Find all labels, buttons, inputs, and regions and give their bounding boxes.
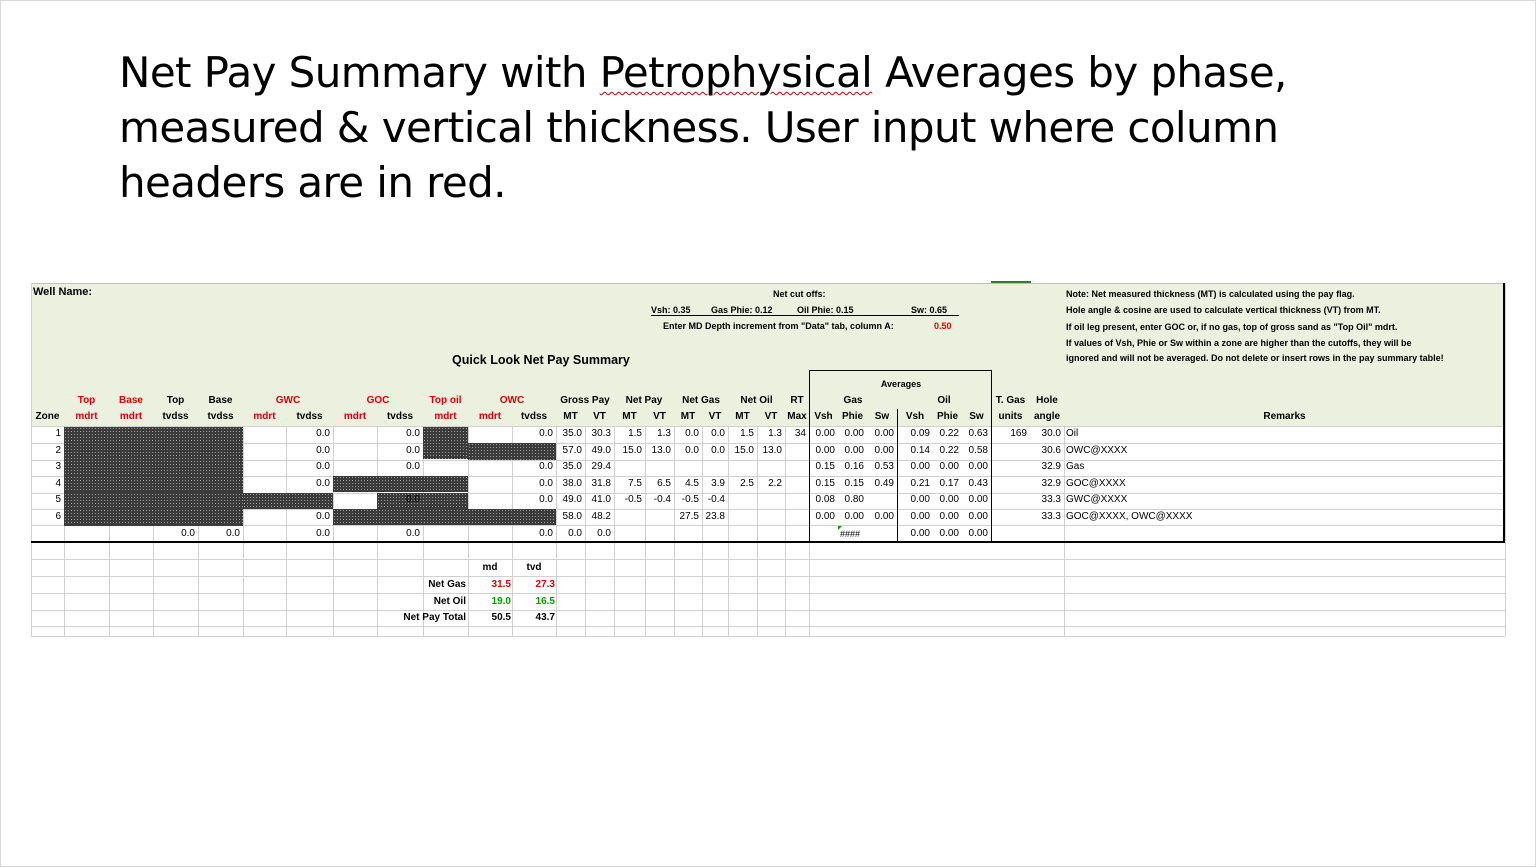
group-header: OWC <box>499 395 525 406</box>
cell-np_mt: 1.5 <box>628 428 642 439</box>
cell-ng_mt: 27.5 <box>679 511 699 522</box>
cell-o_vsh: 0.09 <box>910 428 930 439</box>
total-cell: 0.0 <box>597 528 611 539</box>
cell-g_vsh: 0.15 <box>815 477 835 489</box>
comment-indicator <box>838 526 842 530</box>
total-cell: 0.0 <box>406 528 420 539</box>
cell-gwc_tvdss: 0.0 <box>316 428 330 439</box>
total-cell: 0.0 <box>568 528 582 539</box>
cell-owc_tvdss: 0.0 <box>539 428 553 439</box>
cell-g_phie: 0.80 <box>844 494 864 506</box>
cell-gwc_tvdss: 0.0 <box>316 477 330 489</box>
note-line: If values of Vsh, Phie or Sw within a zone are higher than the cutoffs, they will be <box>1066 338 1412 348</box>
redacted-cell <box>243 493 333 509</box>
column-header: VT <box>593 411 606 422</box>
net-summary-md: 50.5 <box>491 612 511 624</box>
cell-goc_tvdss: 0.0 <box>406 494 420 506</box>
net-summary-md: 19.0 <box>491 595 511 607</box>
cell-g_sw: 0.00 <box>874 428 894 439</box>
cell-gp_mt: 35.0 <box>562 428 582 439</box>
cutoffs-title: Net cut offs: <box>773 289 826 299</box>
slide-title <box>119 45 1359 210</box>
group-header: Net Gas <box>682 395 720 406</box>
md-increment-value: 0.50 <box>934 321 952 331</box>
column-header: VT <box>653 411 666 422</box>
cell-remark: GOC@XXXX <box>1066 477 1126 489</box>
cell-gwc_tvdss: 0.0 <box>316 461 330 473</box>
cell-g_vsh: 0.00 <box>815 444 835 456</box>
spreadsheet-image <box>31 283 1505 639</box>
cell-ng_vt: 0.0 <box>711 444 725 456</box>
cell-angle: 32.9 <box>1041 477 1061 489</box>
cell-np_mt: -0.5 <box>624 494 642 506</box>
cell-angle: 33.3 <box>1041 511 1061 522</box>
grid-row-line <box>31 576 1505 577</box>
total-cell-overflow: #### <box>840 529 861 539</box>
cell-o_phie: 0.00 <box>939 494 959 506</box>
net-summary-tvd: 43.7 <box>535 612 555 624</box>
column-header: tvdss <box>162 411 189 422</box>
cell-o_sw: 0.63 <box>968 428 988 439</box>
column-header: Remarks <box>1263 411 1306 422</box>
cell-goc_tvdss: 0.0 <box>406 461 420 473</box>
cell-g_vsh: 0.00 <box>815 511 835 522</box>
cell-gwc_tvdss: 0.0 <box>316 511 330 522</box>
net-summary-label: Net Pay Total <box>403 612 466 624</box>
cell-ng_vt: 0.0 <box>711 428 725 439</box>
cell-rt: 34 <box>794 428 806 439</box>
cell-gp_vt: 29.4 <box>591 461 611 473</box>
group-header: Base <box>119 395 143 406</box>
cell-remark: GWC@XXXX <box>1066 494 1128 506</box>
cell-ng_mt: 0.0 <box>685 428 699 439</box>
note-line: ignored and will not be averaged. Do not delete or insert rows in the pay summary table! <box>1066 353 1444 363</box>
group-header: Gas <box>843 395 863 406</box>
cell-gp_mt: 38.0 <box>562 477 582 489</box>
cell-no_mt: 15.0 <box>734 444 754 456</box>
cell-g_phie: 0.00 <box>844 444 864 456</box>
group-header: Hole <box>1036 395 1058 406</box>
group-header: Top oil <box>429 395 462 406</box>
cell-np_mt: 15.0 <box>622 444 642 456</box>
cutoff-vsh: Vsh: 0.35 <box>651 305 691 315</box>
column-header: mdrt <box>343 411 367 422</box>
cell-np_vt: 1.3 <box>657 428 671 439</box>
cell-gp_vt: 41.0 <box>591 494 611 506</box>
cell-gp_vt: 48.2 <box>591 511 611 522</box>
grid-col-line <box>243 426 244 636</box>
grid-col-line <box>1064 426 1065 636</box>
cell-gp_mt: 49.0 <box>562 494 582 506</box>
group-header: T. Gas <box>995 395 1026 406</box>
note-line: If oil leg present, enter GOC or, if no gas, top of gross sand as "Top Oil" mdrt. <box>1066 322 1398 332</box>
group-header: GOC <box>366 395 390 406</box>
grid-row-line <box>31 509 1505 510</box>
net-summary-tvd: 27.3 <box>535 579 555 590</box>
cell-angle: 32.9 <box>1041 461 1061 473</box>
column-header: angle <box>1033 411 1061 422</box>
cell-ng_vt: 23.8 <box>705 511 725 522</box>
cell-angle: 33.3 <box>1041 494 1061 506</box>
cell-o_phie: 0.00 <box>939 461 959 473</box>
md-increment-label: Enter MD Depth increment from "Data" tab, column A: <box>663 321 894 331</box>
table-border-bottom <box>31 541 1505 543</box>
title-text: Averages by phase, measured & vertical thickness. User input where column headers are in red. <box>119 48 1287 207</box>
redacted-cell <box>333 509 556 525</box>
cell-gp_vt: 49.0 <box>591 444 611 456</box>
note-line: Note: Net measured thickness (MT) is calculated using the pay flag. <box>1066 289 1355 299</box>
cell-np_vt: 13.0 <box>651 444 671 456</box>
group-header: GWC <box>275 395 301 406</box>
total-cell: 0.0 <box>181 528 195 539</box>
grid-row-line <box>31 559 1505 560</box>
cell-no_vt: 13.0 <box>762 444 782 456</box>
cell-o_vsh: 0.00 <box>910 511 930 522</box>
column-header: Phie <box>936 411 959 422</box>
cell-gp_vt: 31.8 <box>591 477 611 489</box>
grid-col-line <box>1505 283 1506 636</box>
cell-o_sw: 0.00 <box>968 461 988 473</box>
column-header: VT <box>708 411 722 422</box>
title-spellcheck-word: Petrophysical <box>599 48 873 97</box>
total-cell: 0.00 <box>910 528 930 539</box>
column-header: tvdss <box>296 411 323 422</box>
cell-o_phie: 0.22 <box>939 444 959 456</box>
cell-o_vsh: 0.00 <box>910 461 930 473</box>
cell-owc_tvdss: 0.0 <box>539 494 553 506</box>
total-cell: 0.0 <box>226 528 240 539</box>
cell-no_mt: 1.5 <box>740 428 754 439</box>
cell-gp_mt: 35.0 <box>562 461 582 473</box>
grid-row-line <box>31 593 1505 594</box>
column-header: tvdss <box>207 411 234 422</box>
cell-goc_tvdss: 0.0 <box>406 428 420 439</box>
redacted-cell <box>64 460 243 476</box>
cell-g_sw: 0.00 <box>874 444 894 456</box>
cell-g_phie: 0.16 <box>844 461 864 473</box>
well-name-label: Well Name: <box>33 286 93 298</box>
redacted-cell <box>423 427 468 459</box>
cutoff-gas-phie: Gas Phie: 0.12 <box>711 305 773 315</box>
redacted-cell <box>333 476 468 492</box>
cutoff-sw: Sw: 0.65 <box>911 305 948 315</box>
cell-gp_mt: 57.0 <box>562 444 582 456</box>
column-header: units <box>998 411 1023 422</box>
cell-o_sw: 0.58 <box>968 444 988 456</box>
net-summary-md: 31.5 <box>491 579 511 590</box>
cell-zone: 3 <box>55 461 61 473</box>
column-header: mdrt <box>75 411 98 422</box>
grid-row-line <box>31 610 1505 611</box>
cell-o_vsh: 0.14 <box>910 444 930 456</box>
grid-row-line <box>31 626 1505 627</box>
cell-o_vsh: 0.00 <box>910 494 930 506</box>
averages-border-top <box>809 370 992 371</box>
cell-ng_vt: -0.4 <box>707 494 725 506</box>
grid-col-line <box>785 426 786 636</box>
column-header: Phie <box>841 411 864 422</box>
group-header: RT <box>790 395 804 406</box>
note-line: Hole angle & cosine are used to calculate vertical thickness (VT) from MT. <box>1066 305 1381 315</box>
cell-no_mt: 2.5 <box>740 477 754 489</box>
group-header: Top <box>77 395 96 406</box>
grid-col-line <box>333 426 334 636</box>
cell-g_phie: 0.00 <box>844 511 864 522</box>
cell-remark: Oil <box>1066 428 1079 439</box>
column-header: mdrt <box>253 411 276 422</box>
cell-ng_mt: 4.5 <box>685 477 699 489</box>
cell-zone: 1 <box>55 428 61 439</box>
cell-zone: 6 <box>55 511 61 522</box>
cell-np_mt: 7.5 <box>628 477 642 489</box>
cell-goc_tvdss: 0.0 <box>406 444 420 456</box>
cell-ng_mt: -0.5 <box>681 494 699 506</box>
cell-o_phie: 0.17 <box>939 477 959 489</box>
net-summary-col-md: md <box>482 562 498 573</box>
redacted-cell <box>64 509 243 525</box>
cell-o_sw: 0.43 <box>968 477 988 489</box>
group-header: Oil <box>937 395 951 406</box>
cell-o_sw: 0.00 <box>968 494 988 506</box>
cell-np_vt: -0.4 <box>653 494 671 506</box>
cell-owc_tvdss: 0.0 <box>539 477 553 489</box>
column-header: Sw <box>874 411 890 422</box>
column-header: Vsh <box>814 411 833 422</box>
cell-g_phie: 0.15 <box>844 477 864 489</box>
cell-owc_tvdss: 0.0 <box>539 461 553 473</box>
cell-np_vt: 6.5 <box>657 477 671 489</box>
cell-angle: 30.6 <box>1041 444 1061 456</box>
cell-o_phie: 0.22 <box>939 428 959 439</box>
cell-remark: OWC@XXXX <box>1066 444 1128 456</box>
column-header: MT <box>622 411 637 422</box>
cell-angle: 30.0 <box>1041 428 1061 439</box>
cutoff-oil-phie: Oil Phie: 0.15 <box>797 305 854 315</box>
redacted-cell <box>64 493 243 509</box>
redacted-cell <box>64 476 243 492</box>
column-header: Sw <box>969 411 984 422</box>
cell-g_vsh: 0.00 <box>815 428 835 439</box>
cell-g_sw: 0.00 <box>874 511 894 522</box>
column-header: Zone <box>35 411 60 422</box>
grid-row-line <box>31 460 1505 461</box>
grid-row-line <box>31 636 1505 637</box>
cell-g_phie: 0.00 <box>844 428 864 439</box>
cell-zone: 4 <box>55 477 61 489</box>
cell-g_vsh: 0.08 <box>815 494 835 506</box>
group-header: Gross Pay <box>560 395 610 406</box>
cell-o_phie: 0.00 <box>939 511 959 522</box>
cell-o_sw: 0.00 <box>968 511 988 522</box>
title-text: Net Pay Summary with <box>119 48 600 97</box>
cell-remark: Gas <box>1066 461 1085 473</box>
column-header: MT <box>735 411 750 422</box>
cell-zone: 5 <box>55 494 61 506</box>
cell-ng_mt: 0.0 <box>685 444 699 456</box>
cell-g_vsh: 0.15 <box>815 461 835 473</box>
grid-row-line <box>31 525 1505 526</box>
column-header: MT <box>563 411 578 422</box>
column-header: Max <box>787 411 807 422</box>
cell-units: 169 <box>1010 428 1027 439</box>
column-header: tvdss <box>386 411 414 422</box>
cell-gwc_tvdss: 0.0 <box>316 444 330 456</box>
column-header: mdrt <box>434 411 457 422</box>
total-cell: 0.00 <box>968 528 988 539</box>
column-header: mdrt <box>119 411 143 422</box>
summary-title: Quick Look Net Pay Summary <box>452 353 630 367</box>
column-header: VT <box>764 411 778 422</box>
group-header: Net Pay <box>625 395 663 406</box>
group-header: Net Oil <box>740 395 773 406</box>
column-header: Vsh <box>905 411 925 422</box>
cell-gp_mt: 58.0 <box>562 511 582 522</box>
total-cell: 0.00 <box>939 528 959 539</box>
net-summary-tvd: 16.5 <box>535 595 555 607</box>
cell-ng_vt: 3.9 <box>711 477 725 489</box>
column-header: MT <box>680 411 696 422</box>
cell-remark: GOC@XXXX, OWC@XXXX <box>1066 511 1193 522</box>
selection-mark <box>991 281 1031 283</box>
net-summary-col-tvd: tvd <box>526 562 542 573</box>
cell-no_vt: 2.2 <box>768 477 782 489</box>
redacted-cell <box>468 443 556 460</box>
cell-o_vsh: 0.21 <box>910 477 930 489</box>
cell-g_sw: 0.49 <box>874 477 894 489</box>
averages-label: Averages <box>880 379 922 389</box>
column-header: tvdss <box>520 411 548 422</box>
total-cell: 0.0 <box>539 528 553 539</box>
cell-zone: 2 <box>55 444 61 456</box>
cell-g_sw: 0.53 <box>874 461 894 473</box>
net-summary-label: Net Oil <box>433 595 466 607</box>
net-summary-label: Net Gas <box>428 579 466 590</box>
column-header: mdrt <box>478 411 502 422</box>
cell-gp_vt: 30.3 <box>591 428 611 439</box>
total-cell: 0.0 <box>316 528 330 539</box>
group-header: Top <box>166 395 185 406</box>
cell-no_vt: 1.3 <box>768 428 782 439</box>
group-header: Base <box>208 395 233 406</box>
